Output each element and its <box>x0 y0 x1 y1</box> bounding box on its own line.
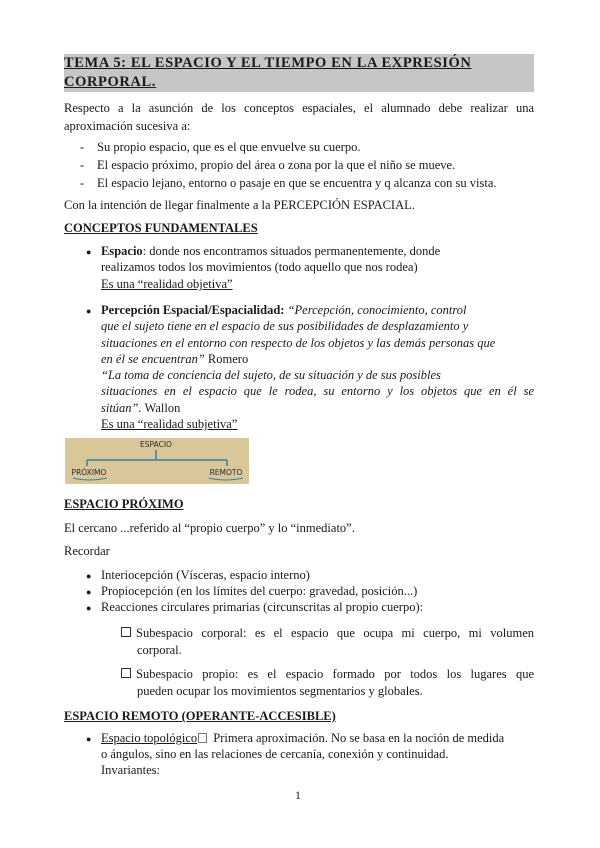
page-number: 1 <box>295 788 301 802</box>
concept-term: Espacio <box>101 244 143 258</box>
diagram-label-top: ESPACIO <box>140 440 172 449</box>
quote-author: Romero <box>204 351 249 366</box>
concept-note: Es una “realidad objetiva” <box>101 276 233 291</box>
proximo-list-item: Propiocepción (en los límites del cuerpo: gravedad, posición...) <box>101 584 418 598</box>
dash-marker: - <box>80 176 85 190</box>
proximo-list-item: Reacciones circulares primarias (circunscritas al propio cuerpo): <box>101 600 424 614</box>
concept-colon: : <box>280 303 288 317</box>
title-line-1: TEMA 5: EL ESPACIO Y EL TIEMPO EN LA EXPRESIÓN <box>64 55 472 71</box>
checkbox-square-icon <box>121 627 131 637</box>
quote-line: situaciones en el entorno con respecto de los objetos y las demás personas que <box>101 335 496 350</box>
quote-line: sitúan”. <box>101 400 142 415</box>
quote-line: que el sujeto tiene en el espacio de sus posibilidades de desplazamiento y <box>101 319 469 334</box>
arrow-placeholder-icon <box>198 733 207 743</box>
proximo-text: El cercano ...referido al “propio cuerpo” y lo “inmediato”. <box>64 521 355 535</box>
bullet-icon: ● <box>86 587 92 597</box>
concept-definition: : donde nos encontramos situados permanentemente, donde <box>142 244 441 258</box>
intro-paragraph: Respecto a la asunción de los conceptos espaciales, el alumnado debe realizar una aproximación sucesiva a: <box>64 101 534 133</box>
concept-espacio <box>101 243 534 292</box>
title-line-2: CORPORAL. <box>64 74 156 90</box>
quote-line: “La toma de conciencia del sujeto, de su situación y de sus posibles <box>101 368 441 383</box>
espacio-diagram <box>65 438 249 484</box>
intro-list-item <box>80 174 540 192</box>
remoto-topologico <box>101 730 534 778</box>
intro-item-text: Su propio espacio, que es el que envuelve su cuerpo. <box>97 140 361 154</box>
subespacio-text-cont: pueden ocupar los movimientos segmentarios y globales. <box>137 683 423 698</box>
quote-line: “Percepción, conocimiento, control <box>287 303 467 317</box>
intro-list-item <box>80 156 540 174</box>
proximo-recordar: Recordar <box>64 544 110 558</box>
quote-line: situaciones en el espacio que le rodea, su entorno y los objetos que en él se <box>101 384 534 399</box>
dash-marker: - <box>80 158 85 172</box>
bullet-icon: ● <box>86 306 92 316</box>
concept-definition-cont: realizamos todos los movimientos (todo aquello que nos rodea) <box>101 260 418 275</box>
remoto-term: Espacio topológico <box>101 731 198 745</box>
quote-author: Wallon <box>141 400 181 415</box>
espacio-diagram-svg <box>65 438 249 484</box>
subespacio-text: Subespacio propio: es el espacio formado por todos los lugares que <box>136 667 534 681</box>
intro-item-text: El espacio lejano, entorno o pasaje en que se encuentra y q alcanza con su vista. <box>97 176 497 190</box>
checkbox-square-icon <box>121 668 131 678</box>
intro-closing: Con la intención de llegar finalmente a la PERCEPCIÓN ESPACIAL. <box>64 198 415 212</box>
quote-line: en él se encuentran” <box>101 351 205 366</box>
bullet-icon: ● <box>86 247 92 257</box>
remoto-invariantes: Invariantes: <box>101 763 161 777</box>
concept-term: Percepción Espacial/Espacialidad <box>101 303 281 317</box>
proximo-list-item: Interiocepción (Vísceras, espacio interno) <box>101 568 310 582</box>
intro-list-item <box>80 138 540 156</box>
subespacio-corporal <box>121 625 534 658</box>
page-title <box>64 54 534 92</box>
bullet-icon: ● <box>86 571 92 581</box>
concept-note: Es una “realidad subjetiva” <box>101 417 238 432</box>
section-heading-conceptos: CONCEPTOS FUNDAMENTALES <box>64 221 258 235</box>
section-heading-proximo: ESPACIO PRÓXIMO <box>64 497 184 511</box>
remoto-text: Primera aproximación. No se basa en la noción de medida <box>210 731 505 745</box>
bullet-icon: ● <box>86 603 92 613</box>
intro-item-text: El espacio próximo, propio del área o zona por la que el niño se mueve. <box>97 158 456 172</box>
subespacio-propio <box>121 666 534 699</box>
diagram-label-right: REMOTO <box>209 468 243 477</box>
dash-marker: - <box>80 140 85 154</box>
section-heading-remoto: ESPACIO REMOTO (OPERANTE-ACCESIBLE) <box>64 709 336 723</box>
subespacio-text-cont: corporal. <box>137 642 182 657</box>
concept-percepcion <box>101 302 534 432</box>
subespacio-text: Subespacio corporal: es el espacio que ocupa mi cuerpo, mi volumen <box>136 626 534 640</box>
bullet-icon: ● <box>86 734 92 744</box>
remoto-text-cont: o ángulos, sino en las relaciones de cercanía, conexión y continuidad. <box>101 747 449 761</box>
diagram-label-left: PRÓXIMO <box>71 468 107 477</box>
